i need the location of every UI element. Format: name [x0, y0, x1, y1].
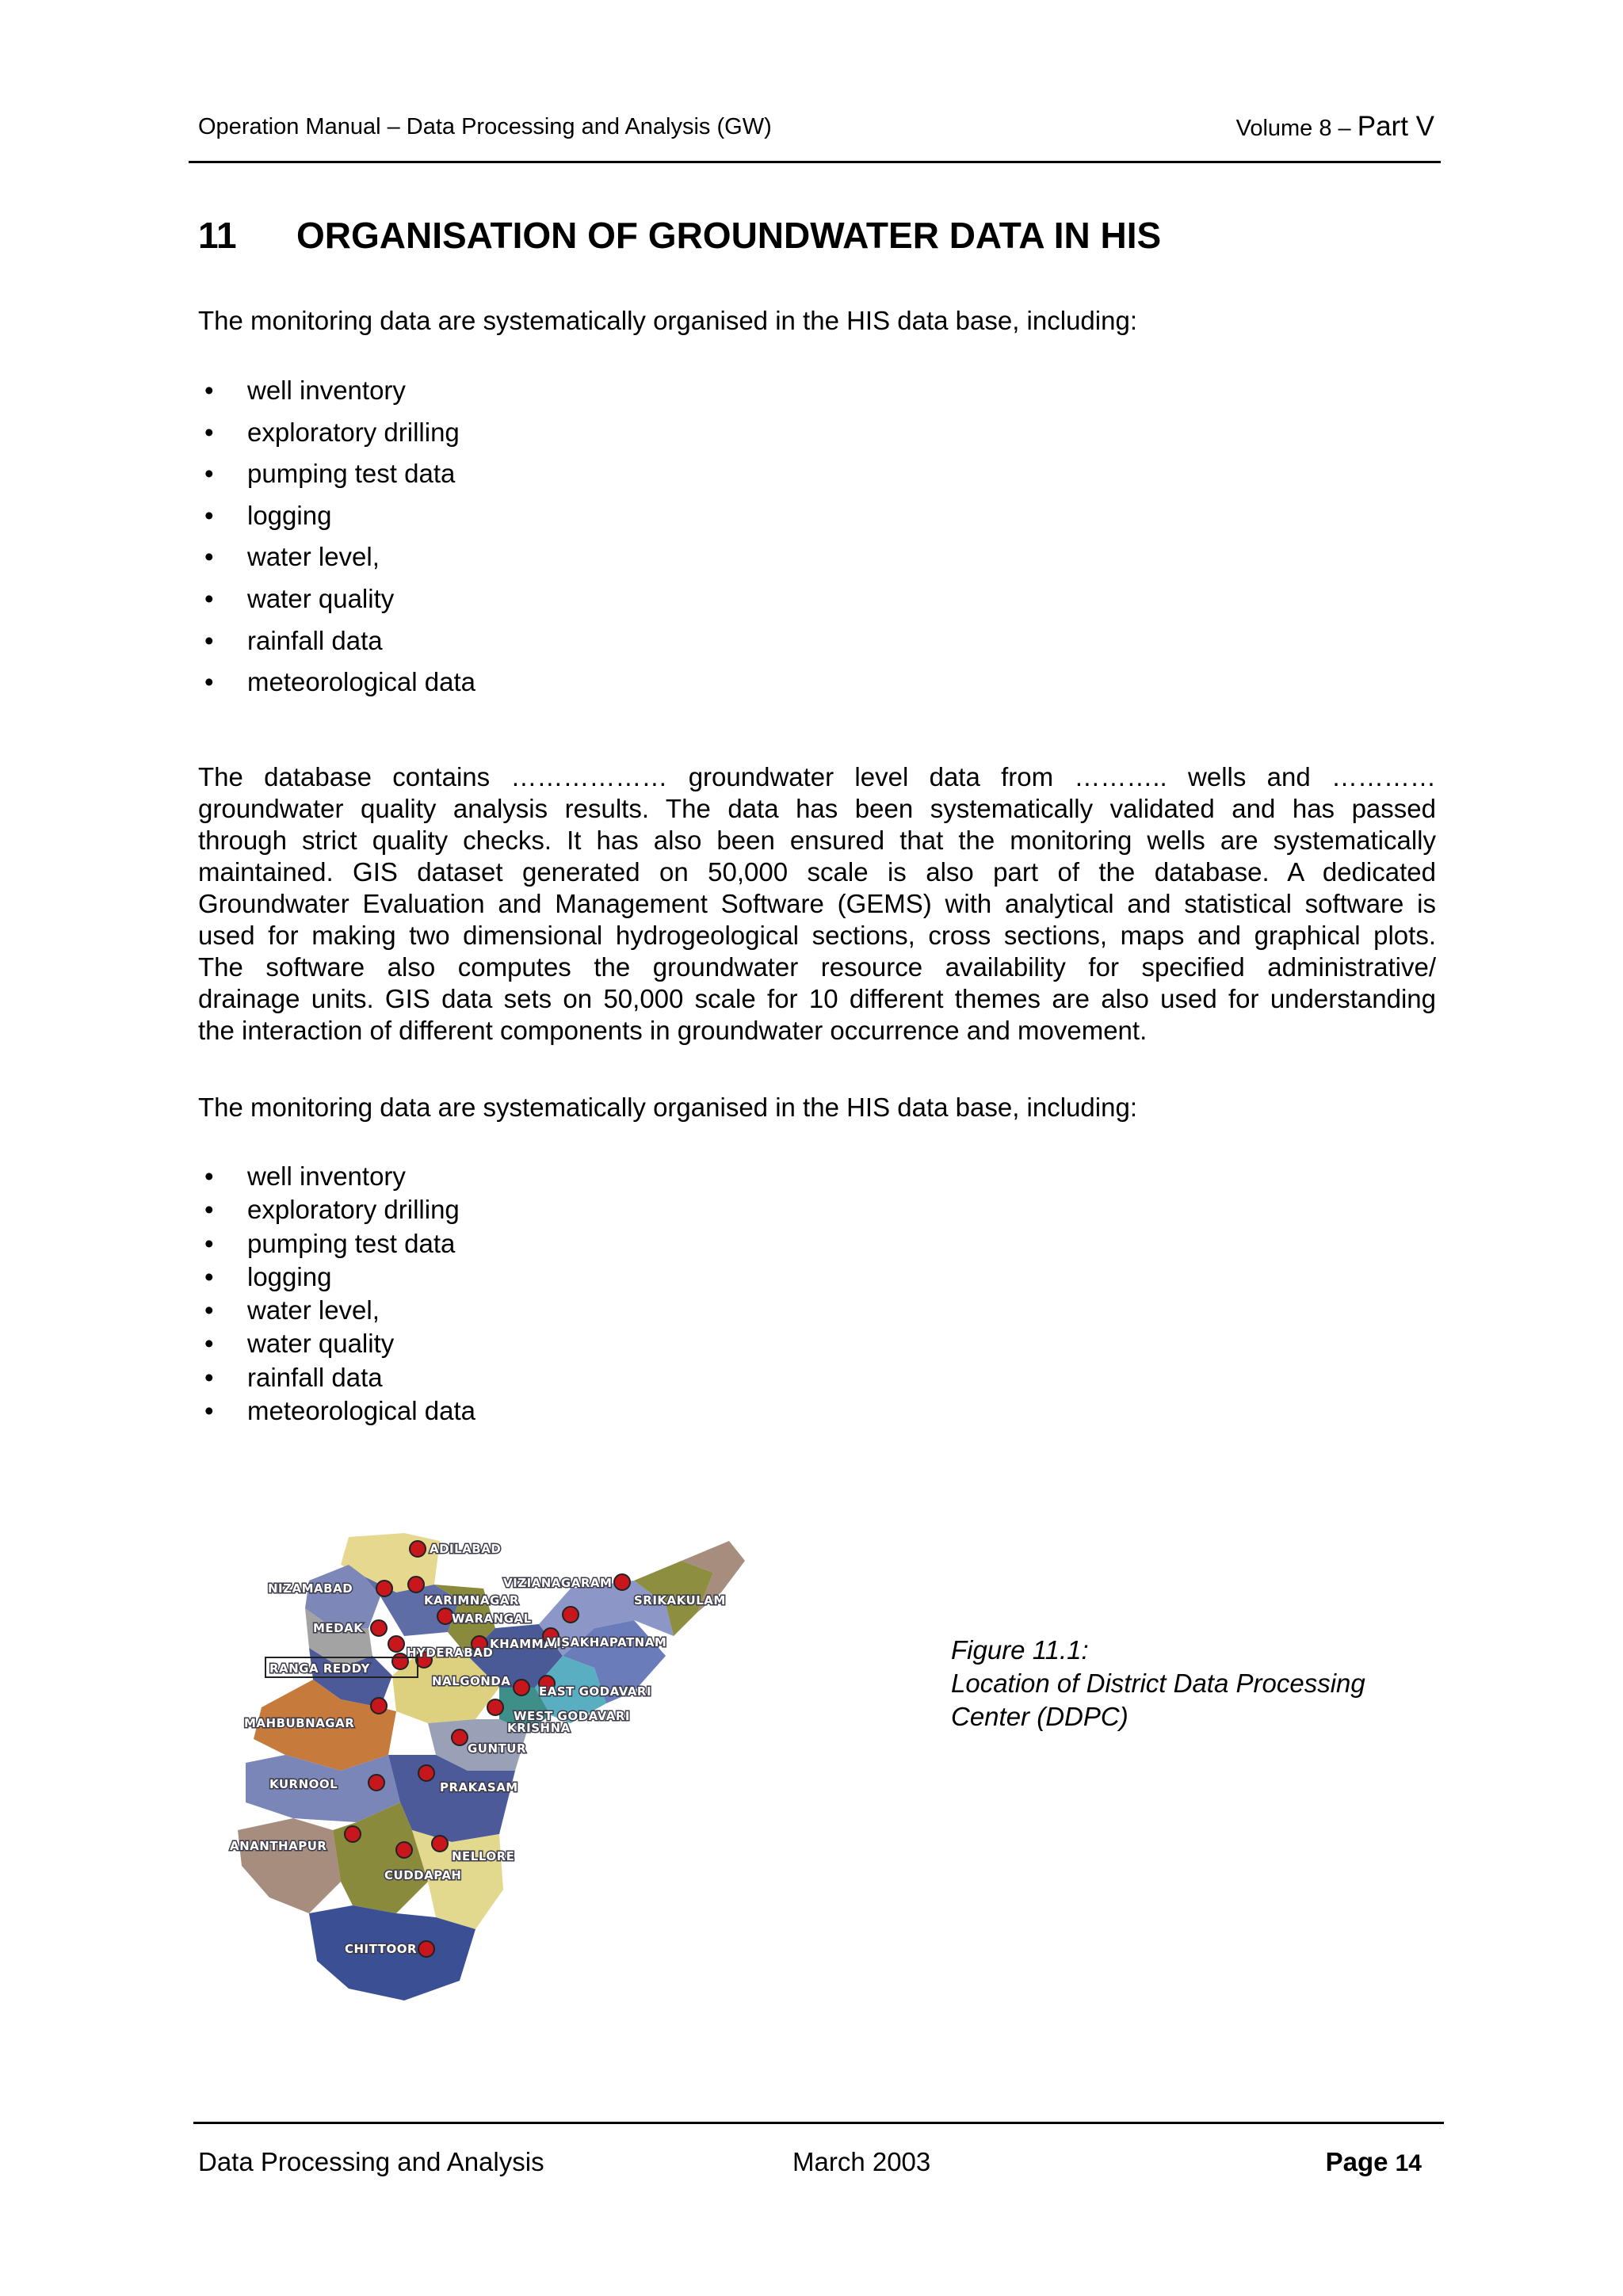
paragraph-line: used for making two dimensional hydrogeological sections, cross sections, maps and graphical plots. [198, 921, 1436, 950]
district-map [222, 1517, 919, 2088]
data-types-list-1 [198, 370, 475, 704]
paragraph-line: groundwater quality analysis results. The data has been systematically validated and has passed [198, 794, 1436, 823]
list-item: • exploratory drilling [198, 412, 475, 454]
label-westgodavari: WEST GODAVARI [514, 1709, 630, 1723]
footer-page [1326, 2147, 1422, 2177]
list-item: • water quality [198, 1327, 475, 1360]
paragraph-line: through strict quality checks. It has also been ensured that the monitoring wells are systematically [198, 826, 1436, 855]
list-item: • well inventory [198, 1160, 475, 1193]
label-nalgonda: NALGONDA [432, 1674, 511, 1688]
marker-mahbubnagar [371, 1698, 387, 1714]
list-item: • rainfall data [198, 1361, 475, 1394]
marker-chittoor [418, 1941, 434, 1957]
list-item: • logging [198, 1261, 475, 1294]
database-paragraph [198, 761, 1436, 1047]
list-item: • meteorological data [198, 662, 475, 704]
list-item: • water level, [198, 536, 475, 578]
header-divider [189, 161, 1441, 163]
marker-cuddapah [396, 1842, 412, 1858]
label-prakasam: PRAKASAM [440, 1780, 518, 1794]
label-cuddapah: CUDDAPAH [384, 1868, 462, 1882]
list-item: • well inventory [198, 370, 475, 412]
paragraph-line: the interaction of different components in groundwater occurrence and movement. [198, 1016, 1148, 1045]
label-eastgodavari: EAST GODAVARI [539, 1684, 652, 1699]
label-nellore: NELLORE [452, 1849, 515, 1863]
label-chittoor: CHITTOOR [345, 1942, 418, 1956]
footer-page-label: Page [1325, 2147, 1396, 2176]
label-krishna: KRISHNA [507, 1721, 571, 1735]
region-ananthapur [238, 1818, 341, 1913]
footer-divider [193, 2122, 1444, 2124]
marker-nizamabad [376, 1581, 392, 1596]
marker-hyderabad [388, 1636, 404, 1652]
paragraph-line: Groundwater Evaluation and Management Software (GEMS) with analytical and statistical software is [198, 889, 1436, 918]
label-karimnagar: KARIMNAGAR [424, 1593, 519, 1608]
caption-line: Location of District Data Processing [951, 1669, 1365, 1698]
label-adilabad: ADILABAD [430, 1542, 502, 1556]
marker-kurnool [369, 1775, 384, 1791]
list-item: • water quality [198, 578, 475, 620]
paragraph-line: The software also computes the groundwater resource availability for specified administrative/ [198, 952, 1436, 982]
label-warangal: WARANGAL [452, 1611, 532, 1626]
header-volume [1236, 111, 1434, 143]
list-item: • water level, [198, 1294, 475, 1327]
marker-warangal [437, 1608, 453, 1624]
label-vizianagaram: VIZIANAGARAM [503, 1576, 613, 1590]
list-item: • exploratory drilling [198, 1193, 475, 1226]
label-ananthapur: ANANTHAPUR [230, 1839, 327, 1853]
section-number: 11 [198, 215, 237, 256]
label-visakhapatnam: VISAKHAPATNAM [547, 1635, 667, 1650]
marker-karimnagar [408, 1577, 424, 1592]
paragraph-line: drainage units. GIS data sets on 50,000 scale for 10 different themes are also used for understanding [198, 984, 1436, 1013]
label-medak: MEDAK [313, 1621, 364, 1635]
label-hyderabad: HYDERABAD [407, 1646, 494, 1660]
label-nizamabad: NIZAMABAD [268, 1581, 353, 1596]
caption-line: Center (DDPC) [951, 1702, 1128, 1731]
intro-paragraph-1: The monitoring data are systematically organised in the HIS data base, including: [198, 306, 1137, 335]
marker-westgodavari [514, 1680, 529, 1695]
list-item: • pumping test data [198, 1227, 475, 1261]
footer-date: March 2003 [792, 2147, 931, 2176]
label-mahbubnagar: MAHBUBNAGAR [244, 1716, 355, 1730]
marker-adilabad [410, 1541, 426, 1557]
marker-nellore [432, 1836, 448, 1852]
label-srikakulam: SRIKAKULAM [634, 1593, 726, 1608]
section-heading [198, 214, 1161, 257]
paragraph-line: The database contains ……………… groundwater level data from ……….. wells and ………… [198, 762, 1436, 791]
label-guntur: GUNTUR [468, 1741, 527, 1756]
list-item: • pumping test data [198, 453, 475, 495]
intro-paragraph-2: The monitoring data are systematically organised in the HIS data base, including: [198, 1093, 1137, 1122]
marker-srikakulam [614, 1574, 630, 1590]
label-kurnool: KURNOOL [269, 1777, 338, 1791]
section-title: ORGANISATION OF GROUNDWATER DATA IN HIS [296, 215, 1162, 256]
footer-title: Data Processing and Analysis [198, 2147, 544, 2176]
footer-page-number: 14 [1395, 2150, 1422, 2176]
header-part: Part V [1357, 111, 1434, 142]
label-rangareddy: RANGA REDDY [269, 1661, 370, 1676]
header-title: Operation Manual – Data Processing and Analysis (GW) [198, 114, 772, 139]
list-item: • logging [198, 495, 475, 537]
figure-caption [951, 1634, 1365, 1733]
paragraph-line: maintained. GIS dataset generated on 50,000 scale is also part of the database. A dedicated [198, 857, 1436, 887]
marker-vizianagaram [563, 1607, 579, 1623]
marker-prakasam [418, 1765, 434, 1781]
marker-krishna [487, 1699, 503, 1715]
label-khammam: KHAMMAM [490, 1637, 566, 1651]
marker-ananthapur [345, 1826, 361, 1842]
list-item: • meteorological data [198, 1394, 475, 1428]
caption-line: Figure 11.1: [951, 1635, 1089, 1665]
marker-rangareddy [392, 1653, 408, 1669]
list-item: • rainfall data [198, 620, 475, 662]
marker-medak [371, 1620, 387, 1636]
marker-guntur [452, 1730, 468, 1745]
data-types-list-2 [198, 1160, 475, 1428]
header-volume-label: Volume 8 – [1235, 116, 1358, 141]
